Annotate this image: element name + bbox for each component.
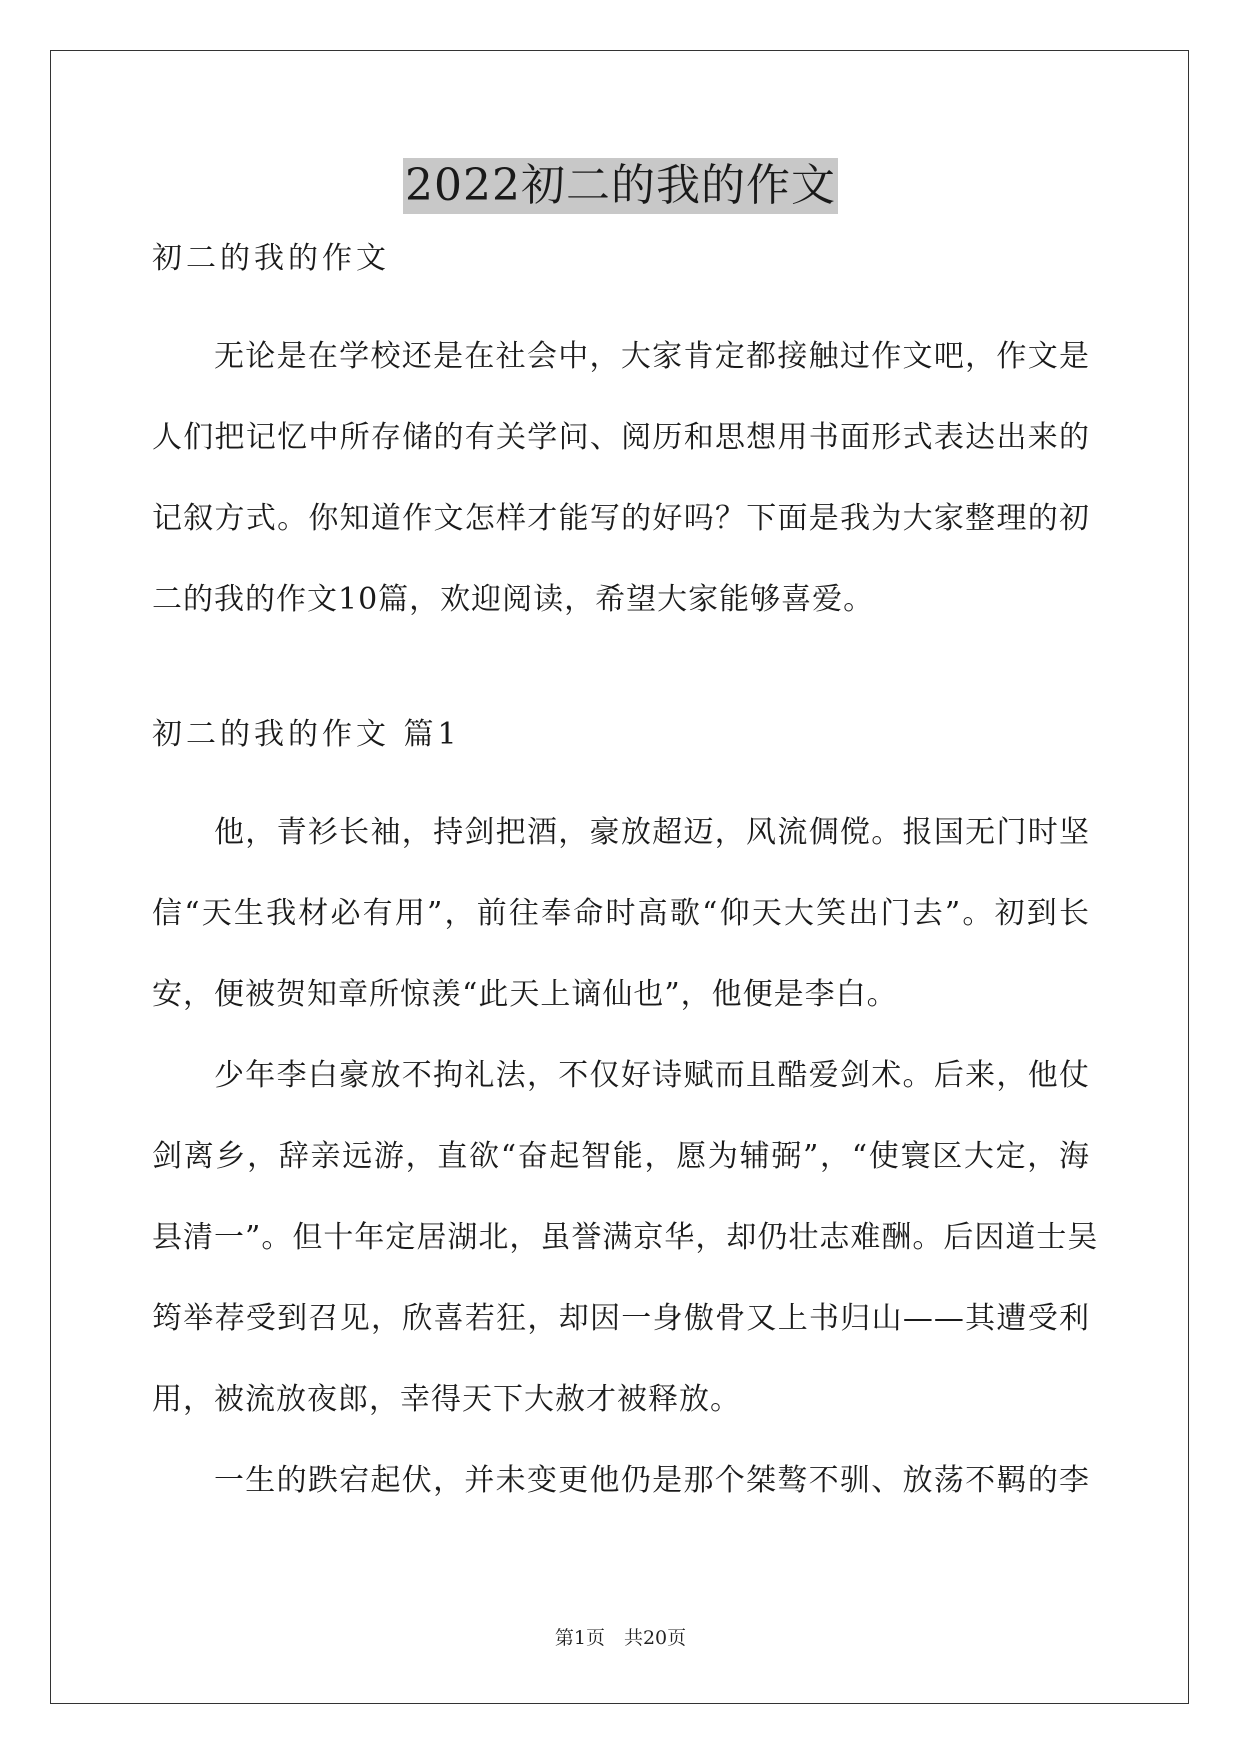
section-heading: 初二的我的作文 篇1 bbox=[152, 717, 461, 752]
intro-line: 二的我的作文10篇，欢迎阅读，希望大家能够喜爱。 bbox=[152, 582, 875, 617]
paragraph-line: 县清一”。但十年定居湖北，虽誉满京华，却仍壮志难酬。后因道士吴 bbox=[152, 1220, 1099, 1255]
paragraph-line: 他，青衫长袖，持剑把酒，豪放超迈，风流倜傥。报国无门时坚 bbox=[214, 815, 1090, 850]
paragraph-2 bbox=[152, 1035, 1099, 1440]
paragraph-line: 筠举荐受到召见，欣喜若狂，却因一身傲骨又上书归山——其遭受利 bbox=[152, 1301, 1090, 1336]
intro-paragraph bbox=[152, 316, 1090, 640]
paragraph-1 bbox=[152, 792, 1090, 1035]
title-container bbox=[0, 158, 1241, 214]
paragraph-3 bbox=[152, 1440, 1090, 1521]
document-subtitle: 初二的我的作文 bbox=[152, 241, 390, 276]
paragraph-line: 一生的跌宕起伏，并未变更他仍是那个桀骜不驯、放荡不羁的李 bbox=[214, 1463, 1090, 1498]
paragraph-line: 安，便被贺知章所惊羡“此天上谪仙也”，他便是李白。 bbox=[152, 977, 898, 1012]
page-number: 第1页 共20页 bbox=[554, 1627, 687, 1649]
paragraph-line: 用，被流放夜郎，幸得天下大赦才被释放。 bbox=[152, 1382, 741, 1417]
document-title: 2022初二的我的作文 bbox=[403, 158, 838, 214]
intro-line: 无论是在学校还是在社会中，大家肯定都接触过作文吧，作文是 bbox=[214, 339, 1090, 374]
document-body bbox=[152, 236, 1099, 1521]
intro-line: 人们把记忆中所存储的有关学问、阅历和思想用书面形式表达出来的 bbox=[152, 420, 1090, 455]
paragraph-line: 信“天生我材必有用”，前往奉命时高歌“仰天大笑出门去”。初到长 bbox=[152, 896, 1090, 931]
paragraph-line: 剑离乡，辞亲远游，直欲“奋起智能，愿为辅弼”，“使寰区大定，海 bbox=[152, 1139, 1090, 1174]
paragraph-line: 少年李白豪放不拘礼法，不仅好诗赋而且酷爱剑术。后来，他仗 bbox=[214, 1058, 1090, 1093]
intro-line: 记叙方式。你知道作文怎样才能写的好吗？下面是我为大家整理的初 bbox=[152, 501, 1090, 536]
